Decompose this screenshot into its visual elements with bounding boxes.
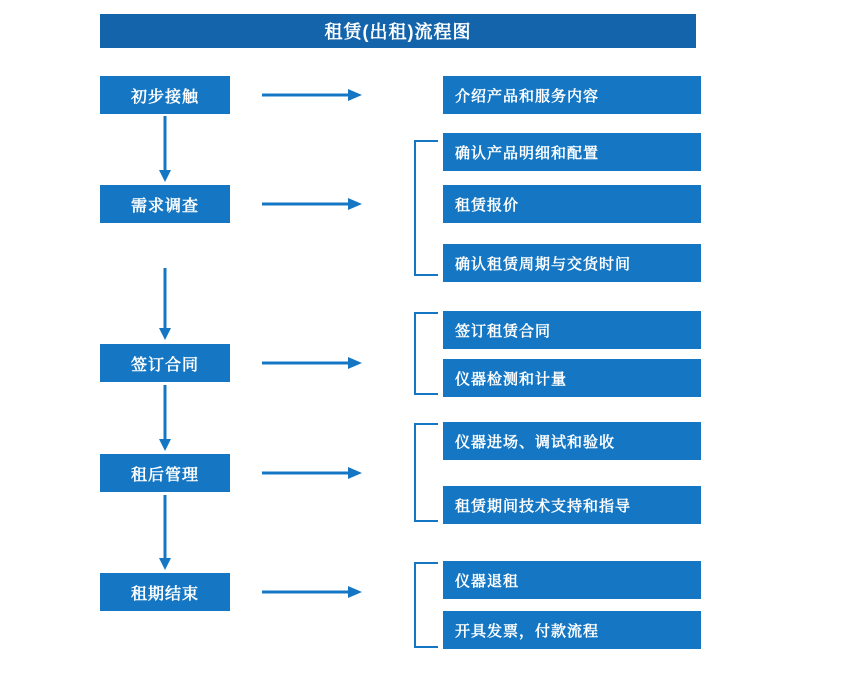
arrow-down-icon-3	[159, 385, 171, 451]
detail-box-5-1[interactable]: 仪器退租	[443, 561, 701, 599]
bracket-icon-2	[414, 140, 438, 276]
stage-box-4[interactable]: 租后管理	[100, 454, 230, 492]
detail-box-5-2[interactable]: 开具发票，付款流程	[443, 611, 701, 649]
arrow-down-icon-4	[159, 495, 171, 570]
bracket-icon-4	[414, 423, 438, 522]
arrow-right-icon-4	[262, 467, 362, 479]
detail-box-2-3[interactable]: 确认租赁周期与交货时间	[443, 244, 701, 282]
arrow-right-icon-5	[262, 586, 362, 598]
stage-box-5[interactable]: 租期结束	[100, 573, 230, 611]
detail-box-3-2[interactable]: 仪器检测和计量	[443, 359, 701, 397]
detail-box-1-1[interactable]: 介绍产品和服务内容	[443, 76, 701, 114]
page-title: 租赁(出租)流程图	[100, 14, 696, 48]
detail-box-4-1[interactable]: 仪器进场、调试和验收	[443, 422, 701, 460]
detail-box-4-2[interactable]: 租赁期间技术支持和指导	[443, 486, 701, 524]
bracket-icon-5	[414, 562, 438, 648]
stage-box-1[interactable]: 初步接触	[100, 76, 230, 114]
detail-box-2-2[interactable]: 租赁报价	[443, 185, 701, 223]
arrow-down-icon-1	[159, 116, 171, 182]
arrow-right-icon-2	[262, 198, 362, 210]
arrow-down-icon-2	[159, 268, 171, 340]
detail-box-3-1[interactable]: 签订租赁合同	[443, 311, 701, 349]
stage-box-3[interactable]: 签订合同	[100, 344, 230, 382]
arrow-right-icon-1	[262, 89, 362, 101]
bracket-icon-3	[414, 312, 438, 395]
detail-box-2-1[interactable]: 确认产品明细和配置	[443, 133, 701, 171]
arrow-right-icon-3	[262, 357, 362, 369]
stage-box-2[interactable]: 需求调查	[100, 185, 230, 223]
